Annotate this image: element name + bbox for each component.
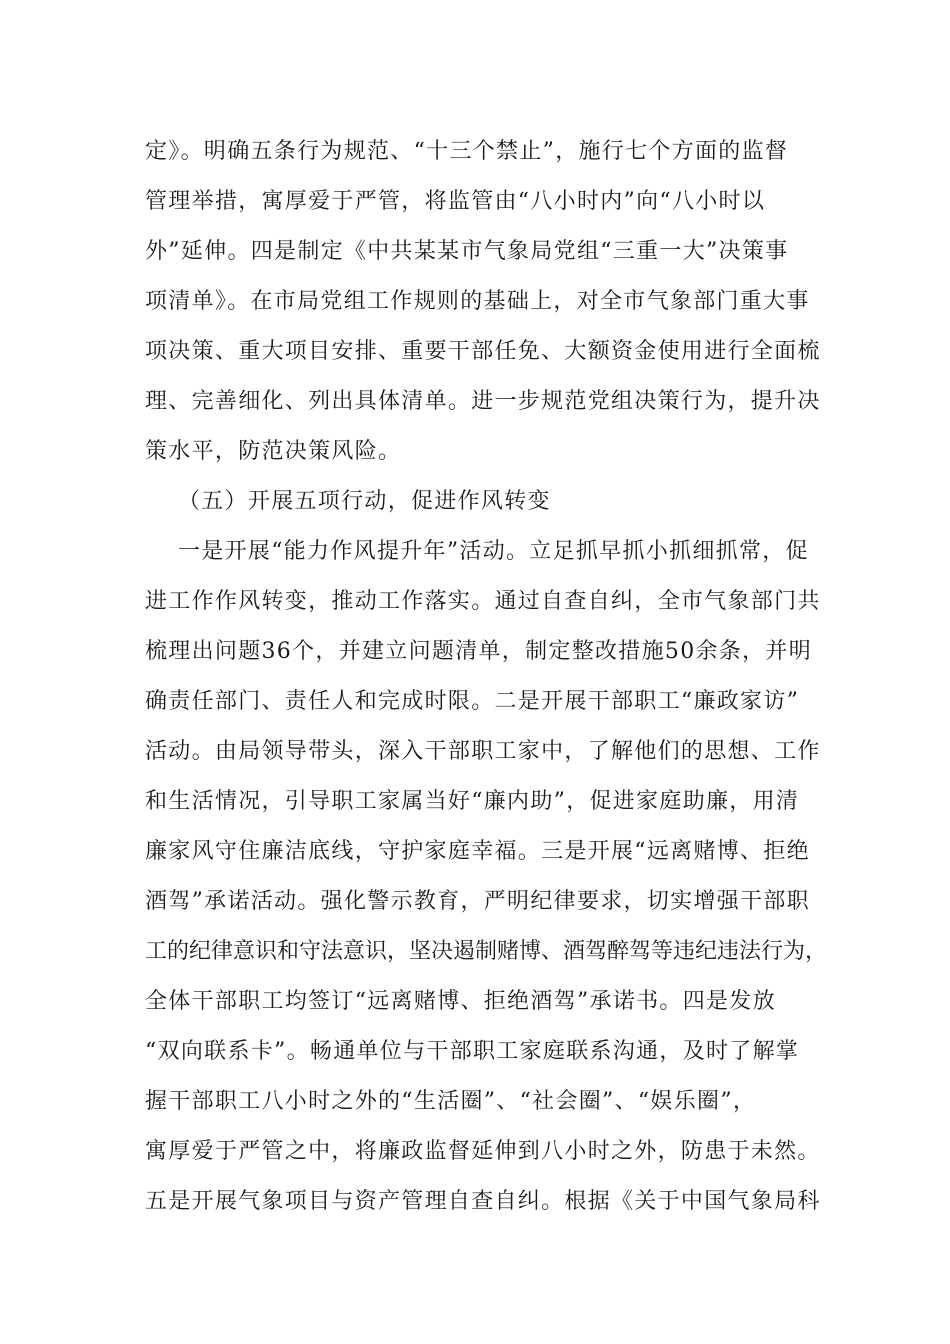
paragraph-line: 定》。明确五条行为规范、“十三个禁止”，施行七个方面的监督 bbox=[145, 139, 789, 164]
paragraph-line: 策水平，防范决策风险。 bbox=[145, 439, 402, 464]
paragraph-line: 全体干部职工均签订“远离赌博、拒绝酒驾”承诺书。四是发放 bbox=[145, 989, 776, 1014]
paragraph-line: 项清单》。在市局党组工作规则的基础上，对全市气象部门重大事 bbox=[145, 289, 810, 314]
paragraph-line: 握干部职工八小时之外的“生活圈”、“社会圈”、“娱乐圈”， bbox=[145, 1089, 757, 1114]
paragraph-line: 理、完善细化、列出具体清单。进一步规范党组决策行为，提升决 bbox=[145, 389, 821, 414]
paragraph-line: 管理举措，寓厚爱于严管，将监管由“八小时内”向“八小时以 bbox=[145, 189, 766, 214]
paragraph-line: 工的纪律意识和守法意识，坚决遏制赌博、酒驾醉驾等违纪违法行为， bbox=[145, 939, 828, 964]
section-heading: （五）开展五项行动，促进作风转变 bbox=[178, 489, 551, 514]
paragraph-line: “双向联系卡”。畅通单位与干部职工家庭联系沟通，及时了解掌 bbox=[145, 1039, 800, 1064]
paragraph-line: 酒驾”承诺活动。强化警示教育，严明纪律要求，切实增强干部职 bbox=[145, 889, 810, 914]
paragraph-line: 进工作作风转变，推动工作落实。通过自查自纠，全市气象部门共 bbox=[145, 589, 821, 614]
paragraph-line: 梳理出问题36个，并建立问题清单，制定整改措施50余条，并明 bbox=[145, 639, 812, 664]
paragraph-line: 五是开展气象项目与资产管理自查自纠。根据《关于中国气象局科 bbox=[145, 1189, 821, 1214]
paragraph-line: 寓厚爱于严管之中，将廉政监督延伸到八小时之外，防患于未然。 bbox=[145, 1139, 821, 1164]
paragraph-line: 一是开展“能力作风提升年”活动。立足抓早抓小抓细抓常，促 bbox=[178, 539, 809, 564]
paragraph-line: 确责任部门、责任人和完成时限。二是开展干部职工“廉政家访” bbox=[145, 689, 800, 714]
paragraph-line: 和生活情况，引导职工家属当好“廉内助”，促进家庭助廉，用清 bbox=[145, 789, 800, 814]
paragraph-line: 活动。由局领导带头，深入干部职工家中，了解他们的思想、工作 bbox=[145, 739, 821, 764]
paragraph-line: 廉家风守住廉洁底线，守护家庭幸福。三是开展“远离赌博、拒绝 bbox=[145, 839, 810, 864]
paragraph-line: 项决策、重大项目安排、重要干部任免、大额资金使用进行全面梳 bbox=[145, 339, 821, 364]
paragraph-line: 外”延伸。四是制定《中共某某市气象局党组“三重一大”决策事 bbox=[145, 239, 789, 264]
